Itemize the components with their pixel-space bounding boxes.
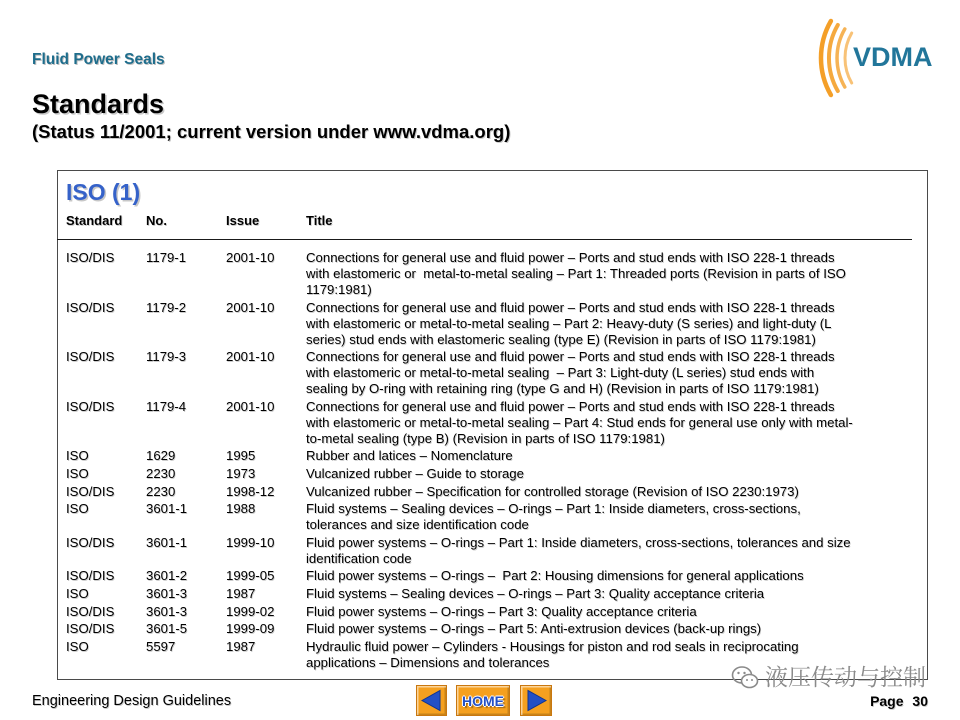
cell-title-line: Hydraulic fluid power – Cylinders - Housings for piston and rod seals in reciprocating bbox=[306, 638, 799, 654]
cell-title-line: Rubber and latices – Nomenclature bbox=[306, 448, 513, 464]
cell-title bbox=[306, 300, 835, 348]
arrow-left-icon bbox=[417, 686, 446, 715]
cell-standard: ISO/DIS bbox=[66, 250, 115, 265]
table-row bbox=[66, 568, 853, 586]
logo-arc bbox=[845, 33, 852, 83]
arrow-left-shape bbox=[422, 691, 440, 711]
cell-issue: 2001-10 bbox=[226, 299, 275, 315]
cell-title-line: Connections for general use and fluid power – Ports and stud ends with ISO 228-1 threads bbox=[306, 250, 835, 265]
page-title: Standards bbox=[32, 89, 165, 119]
cell-title bbox=[306, 484, 799, 500]
cell-number: 2230 bbox=[146, 483, 176, 499]
cell-title bbox=[306, 349, 835, 397]
table-row bbox=[66, 484, 853, 502]
cell-standard: ISO bbox=[66, 501, 89, 517]
cell-title-line: tolerances and size identification code bbox=[306, 517, 529, 533]
section-title: Fluid Power Seals bbox=[32, 51, 165, 68]
cell-number: 5597 bbox=[146, 638, 176, 654]
cell-standard: ISO bbox=[66, 448, 89, 464]
cell-title-line: to-metal sealing (type B) (Revision in parts of ISO 1179:1981) bbox=[306, 430, 665, 446]
cell-issue: 1988 bbox=[226, 501, 256, 517]
cell-standard: ISO/DIS bbox=[66, 621, 115, 637]
cell-title bbox=[306, 604, 697, 620]
vdma-logo bbox=[810, 14, 938, 100]
cell-title-line: applications – Dimensions and tolerances bbox=[306, 654, 550, 670]
watermark-text: 液压传动与控制 bbox=[765, 665, 926, 691]
wechat-icon bbox=[731, 665, 759, 691]
table-row bbox=[66, 586, 853, 604]
cell-number: 3601-5 bbox=[146, 621, 188, 637]
table-row bbox=[66, 250, 853, 300]
cell-issue: 1999-05 bbox=[226, 568, 275, 584]
table-row bbox=[66, 448, 853, 466]
cell-issue: 1999-02 bbox=[226, 603, 275, 619]
panel-heading: ISO (1) bbox=[66, 179, 141, 205]
arrow-right-icon bbox=[521, 686, 551, 715]
cell-number: 3601-1 bbox=[146, 534, 188, 550]
cell-title-line: 1179:1981) bbox=[306, 282, 372, 297]
cell-title-line: Fluid power systems – O-rings – Part 2: Housing dimensions for general applications bbox=[306, 568, 804, 584]
table-row bbox=[66, 466, 853, 484]
cell-issue: 1987 bbox=[226, 638, 256, 654]
previous-page-button[interactable] bbox=[416, 685, 447, 716]
cell-number: 1179-3 bbox=[146, 349, 187, 365]
cell-title bbox=[306, 399, 853, 447]
cell-standard: ISO bbox=[66, 585, 89, 601]
cell-issue: 1973 bbox=[226, 465, 256, 481]
table-row bbox=[66, 349, 853, 399]
cell-title bbox=[306, 448, 513, 464]
cell-issue: 2001-10 bbox=[226, 349, 275, 365]
cell-title-line: series) stud ends with elastomeric sealing (type E) (Revision in parts of ISO 1179:1981) bbox=[306, 331, 816, 347]
cell-title-line: Fluid systems – Sealing devices – O-rings – Part 1: Inside diameters, cross-sections, bbox=[306, 501, 801, 517]
table-row bbox=[66, 501, 853, 535]
cell-title-line: Vulcanized rubber – Specification for controlled storage (Revision of ISO 2230:1973) bbox=[306, 483, 799, 499]
cell-title-line: sealing by O-ring with retaining ring (type G and H) (Revision in parts of ISO 1179:1981) bbox=[306, 381, 819, 397]
column-header-title: Title bbox=[306, 213, 333, 228]
cell-title bbox=[306, 501, 801, 533]
cell-title-line: with elastomeric or metal-to-metal sealing – Part 2: Heavy-duty (S series) and light-duty (L bbox=[306, 315, 832, 331]
cell-issue: 1999-09 bbox=[226, 621, 275, 637]
standards-panel bbox=[57, 170, 928, 680]
cell-number: 1179-2 bbox=[146, 299, 187, 315]
table-row bbox=[66, 535, 853, 569]
cell-number: 1179-1 bbox=[146, 250, 187, 265]
header-divider bbox=[57, 239, 912, 240]
cell-standard: ISO/DIS bbox=[66, 398, 115, 414]
cell-issue: 1999-10 bbox=[226, 534, 275, 550]
table-row bbox=[66, 300, 853, 350]
cell-title-line: Vulcanized rubber – Guide to storage bbox=[306, 465, 524, 481]
cell-standard: ISO/DIS bbox=[66, 568, 115, 584]
cell-standard: ISO bbox=[66, 638, 89, 654]
standards-table-body bbox=[66, 250, 853, 672]
cell-title-line: with elastomeric or metal-to-metal sealing – Part 1: Threaded ports (Revision in parts of ISO bbox=[306, 266, 846, 281]
vdma-logo-text: VDMA bbox=[853, 42, 933, 72]
cell-title bbox=[306, 250, 846, 298]
arrow-right-shape bbox=[528, 691, 546, 711]
cell-title-line: Fluid power systems – O-rings – Part 5: Anti-extrusion devices (back-up rings) bbox=[306, 621, 762, 637]
cell-standard: ISO/DIS bbox=[66, 534, 115, 550]
cell-issue: 2001-10 bbox=[226, 398, 275, 414]
watermark bbox=[731, 664, 926, 692]
home-button[interactable] bbox=[456, 685, 510, 716]
cell-title bbox=[306, 621, 761, 637]
page-subtitle: (Status 11/2001; current version under www.vdma.org) bbox=[32, 121, 511, 142]
cell-title bbox=[306, 639, 799, 671]
home-button-label: HOME bbox=[462, 692, 504, 709]
cell-title bbox=[306, 586, 764, 602]
cell-issue: 1995 bbox=[226, 448, 256, 464]
cell-standard: ISO bbox=[66, 465, 89, 481]
cell-title-line: Connections for general use and fluid power – Ports and stud ends with ISO 228-1 threads bbox=[306, 398, 835, 414]
cell-title bbox=[306, 535, 851, 567]
cell-title bbox=[306, 466, 524, 482]
cell-number: 2230 bbox=[146, 465, 176, 481]
cell-standard: ISO/DIS bbox=[66, 349, 115, 365]
cell-title-line: Fluid systems – Sealing devices – O-rings – Part 3: Quality acceptance criteria bbox=[306, 585, 765, 601]
cell-title-line: Connections for general use and fluid power – Ports and stud ends with ISO 228-1 threads bbox=[306, 349, 835, 365]
cell-title bbox=[306, 568, 804, 584]
cell-standard: ISO/DIS bbox=[66, 603, 115, 619]
cell-issue: 1998-12 bbox=[226, 483, 275, 499]
cell-number: 3601-3 bbox=[146, 603, 188, 619]
cell-number: 1179-4 bbox=[146, 398, 187, 414]
cell-title-line: identification code bbox=[306, 550, 412, 566]
table-row bbox=[66, 399, 853, 449]
table-row bbox=[66, 621, 853, 639]
table-header bbox=[66, 213, 333, 229]
cell-title-line: Fluid power systems – O-rings – Part 1: Inside diameters, cross-sections, tolerances and size bbox=[306, 534, 851, 550]
cell-title-line: Fluid power systems – O-rings – Part 3: Quality acceptance criteria bbox=[306, 603, 697, 619]
next-page-button[interactable] bbox=[520, 685, 552, 716]
column-header-standard: Standard bbox=[66, 213, 123, 228]
cell-title-line: Connections for general use and fluid power – Ports and stud ends with ISO 228-1 threads bbox=[306, 299, 835, 315]
table-row bbox=[66, 604, 853, 622]
cell-number: 3601-2 bbox=[146, 568, 188, 584]
cell-issue: 2001-10 bbox=[226, 250, 275, 265]
cell-number: 1629 bbox=[146, 448, 176, 464]
footer-guideline-title: Engineering Design Guidelines bbox=[32, 693, 232, 709]
column-header-no: No. bbox=[146, 213, 167, 228]
cell-title-line: with elastomeric or metal-to-metal sealing – Part 4: Stud ends for general use only with metal- bbox=[306, 414, 853, 430]
column-header-issue: Issue bbox=[226, 213, 260, 228]
cell-standard: ISO/DIS bbox=[66, 299, 115, 315]
page-number: Page 30 bbox=[870, 693, 928, 709]
cell-number: 3601-3 bbox=[146, 585, 188, 601]
cell-title-line: with elastomeric or metal-to-metal sealing – Part 3: Light-duty (L series) stud ends with bbox=[306, 365, 815, 381]
cell-number: 3601-1 bbox=[146, 501, 188, 517]
cell-standard: ISO/DIS bbox=[66, 483, 115, 499]
cell-issue: 1987 bbox=[226, 585, 256, 601]
